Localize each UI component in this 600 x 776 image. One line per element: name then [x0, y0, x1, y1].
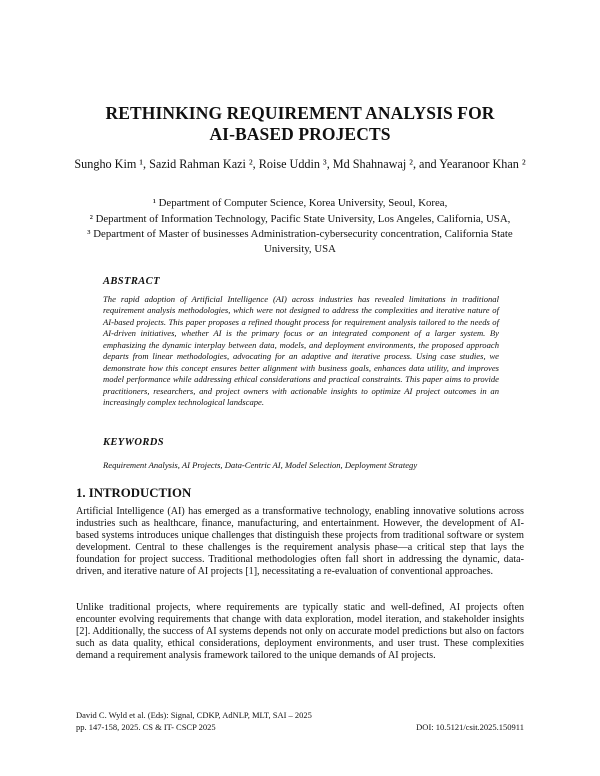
- footer-pages: pp. 147-158, 2025. CS & IT- CSCP 2025: [76, 721, 216, 732]
- keywords-text: Requirement Analysis, AI Projects, Data-Centric AI, Model Selection, Deployment Strategy: [103, 460, 418, 470]
- introduction-heading: 1. INTRODUCTION: [76, 486, 192, 500]
- affiliation-3: ³ Department of Master of businesses Administration-cybersecurity concentration, California State University, USA: [87, 228, 513, 255]
- abstract-heading: ABSTRACT: [103, 276, 160, 287]
- paper-title: [0, 103, 600, 145]
- footer-editors: David C. Wyld et al. (Eds): Signal, CDKP, AdNLP, MLT, SAI – 2025: [76, 710, 312, 720]
- affiliation-2: ² Department of Information Technology, Pacific State University, Los Angeles, California, USA,: [89, 212, 511, 225]
- affiliation-1: ¹ Department of Computer Science, Korea University, Seoul, Korea,: [152, 197, 448, 209]
- affiliations: [80, 196, 520, 257]
- keywords-heading: KEYWORDS: [103, 437, 164, 448]
- title-line-1: RETHINKING REQUIREMENT ANALYSIS FOR: [105, 103, 495, 123]
- introduction-paragraph-2: Unlike traditional projects, where requirements are typically static and well-defined, AI projects often encounter evolving requirements that change with data exploration, model iteration, and stakeholder insights [2]. Additionally, the success of AI systems depends not only on accurate model predictions but also on factors such as data quality, ethical considerations, deployment environments, and user trust. These complexities demand a requirement analysis framework tailored to the unique demands of AI projects.: [76, 602, 524, 662]
- footer-doi: DOI: 10.5121/csit.2025.150911: [416, 721, 524, 732]
- introduction-paragraph-1: Artificial Intelligence (AI) has emerged as a transformative technology, enabling innovative solutions across industries such as healthcare, finance, manufacturing, and entertainment. However, the development of AI-based systems introduces unique challenges that distinguish these projects from traditional software or system development. Central to these challenges is the requirement analysis phase—a critical step that lays the foundation for project success. Traditional methodologies often fall short in addressing the dynamic, data-driven, and iterative nature of AI projects [1], necessitating a re-evaluation of conventional approaches.: [76, 506, 524, 578]
- abstract-text: The rapid adoption of Artificial Intelligence (AI) across industries has revealed limitations in traditional requirement analysis methodologies, which were not designed to address the complexities and iterative nature of AI-based projects. This paper proposes a refined thought process for requirement analysis tailored to the needs of AI-driven initiatives, whether AI is the primary focus or an integrated component of a larger system. By emphasizing the dynamic interplay between data, models, and deployment environments, the proposed approach departs from linear methodologies, advocating for an adaptive and iterative process. Using case studies, we demonstrate how this concept ensures better alignment with business goals, enhances data utility, and improves model performance while addressing ethical considerations and practical constraints. This paper aims to provide practitioners, researchers, and project owners with actionable insights to optimize AI project outcomes in an increasingly complex technological landscape.: [103, 294, 499, 408]
- author-list: Sungho Kim ¹, Sazid Rahman Kazi ², Roise Uddin ³, Md Shahnawaj ², and Yearanoor Khan ²: [74, 157, 526, 171]
- title-line-2: AI-BASED PROJECTS: [209, 124, 391, 144]
- footer-citation: [76, 710, 312, 733]
